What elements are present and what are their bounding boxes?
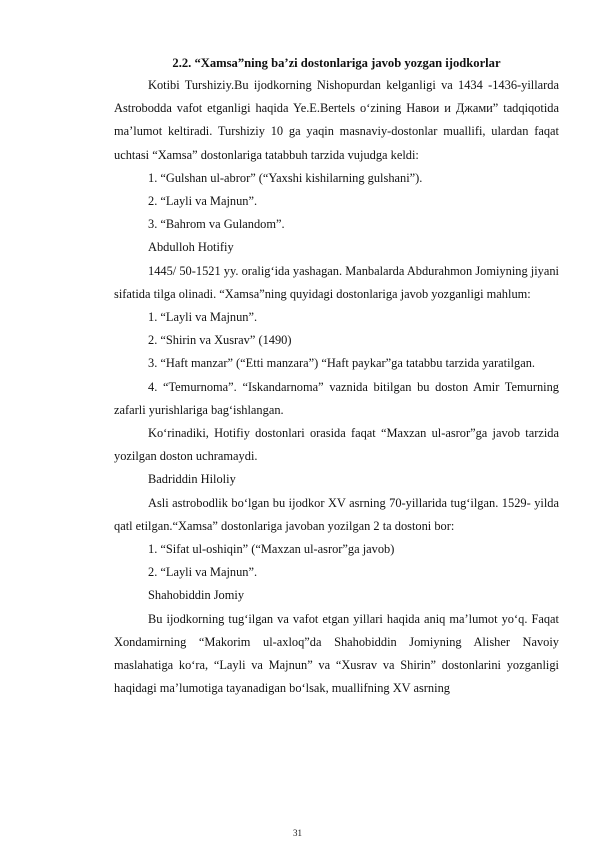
author-name: Shahobiddin Jomiy — [148, 588, 245, 603]
list-item: 1. “Sifat ul-oshiqin” (“Maxzan ul-asror”ga javob) — [148, 542, 395, 557]
page-content — [114, 55, 559, 700]
list-item: 1. “Layli va Majnun”. — [148, 310, 258, 325]
list-item: 3. “Haft manzar” (“Etti manzara”) “Haft paykar”ga tatabbu tarzida yaratilgan. — [148, 356, 535, 371]
author-name: Abdulloh Hotifiy — [148, 240, 234, 255]
list-item: 2. “Layli va Majnun”. — [148, 565, 258, 580]
paragraph-kotibi-intro: Kotibi Turshiziy.Bu ijodkorning Nishopurdan kelganligi va 1434 -1436-yillarda Astrobodda vafot etganligi haqida Ye.E.Bertels o‘zining Навои и Джами” tadqiqotida ma’lumot keltiradi. Turshiziy 10 ga yaqin masnaviy-dostonlar muallifi, ulardan faqat uchtasi “Xamsa” dostonlariga tatabbuh tarzida vujudga keldi: — [114, 78, 559, 162]
paragraph-hotifiy-summary: Ko‘rinadiki, Hotifiy dostonlari orasida faqat “Maxzan ul-asror”ga javob tarzida yozilgan doston uchramaydi. — [114, 426, 559, 464]
paragraph-hotifiy-intro: 1445/ 50-1521 yy. oralig‘ida yashagan. Manbalarda Abdurahmon Jomiyning jiyani sifatida tilga olinadi. “Xamsa”ning quyidagi dostonlariga javob yozganligi mahlum: — [114, 263, 559, 301]
paragraph-hiloliy-intro: Asli astrobodlik bo‘lgan bu ijodkor XV asrning 70-yillarida tug‘ilgan. 1529- yilda qatl etilgan.“Xamsa” dostonlariga javoban yozilgan 2 ta dostoni bor: — [114, 495, 559, 533]
author-name: Badriddin Hiloliy — [148, 472, 236, 487]
section-heading: 2.2. “Xamsa”ning ba’zi dostonlariga javob yozgan ijodkorlar — [172, 56, 501, 70]
list-item: 3. “Bahrom va Gulandom”. — [148, 217, 285, 232]
page-number: 31 — [293, 828, 302, 838]
list-item: 4. “Temurnoma”. “Iskandarnoma” vaznida bitilgan bu doston Amir Temurning zafarli yurishlariga bag‘ishlangan. — [114, 379, 559, 417]
list-item: 1. “Gulshan ul-abror” (“Yaxshi kishilarning gulshani”). — [148, 170, 423, 185]
list-item: 2. “Shirin va Xusrav” (1490) — [148, 333, 292, 348]
paragraph-jomiy-intro: Bu ijodkorning tug‘ilgan va vafot etgan yillari haqida aniq ma’lumot yo‘q. Faqat Xondamirning “Makorim ul-axloq”da Shahobiddin Jomiyning Alisher Navoiy maslahatiga ko‘ra, “Layli va Majnun” va “Xusrav va Shirin” dostonlarini yozganligi haqidagi ma’lumotiga tayanadigan bo‘lsak, muallifning XV asrning — [114, 611, 559, 696]
list-item: 2. “Layli va Majnun”. — [148, 194, 258, 209]
